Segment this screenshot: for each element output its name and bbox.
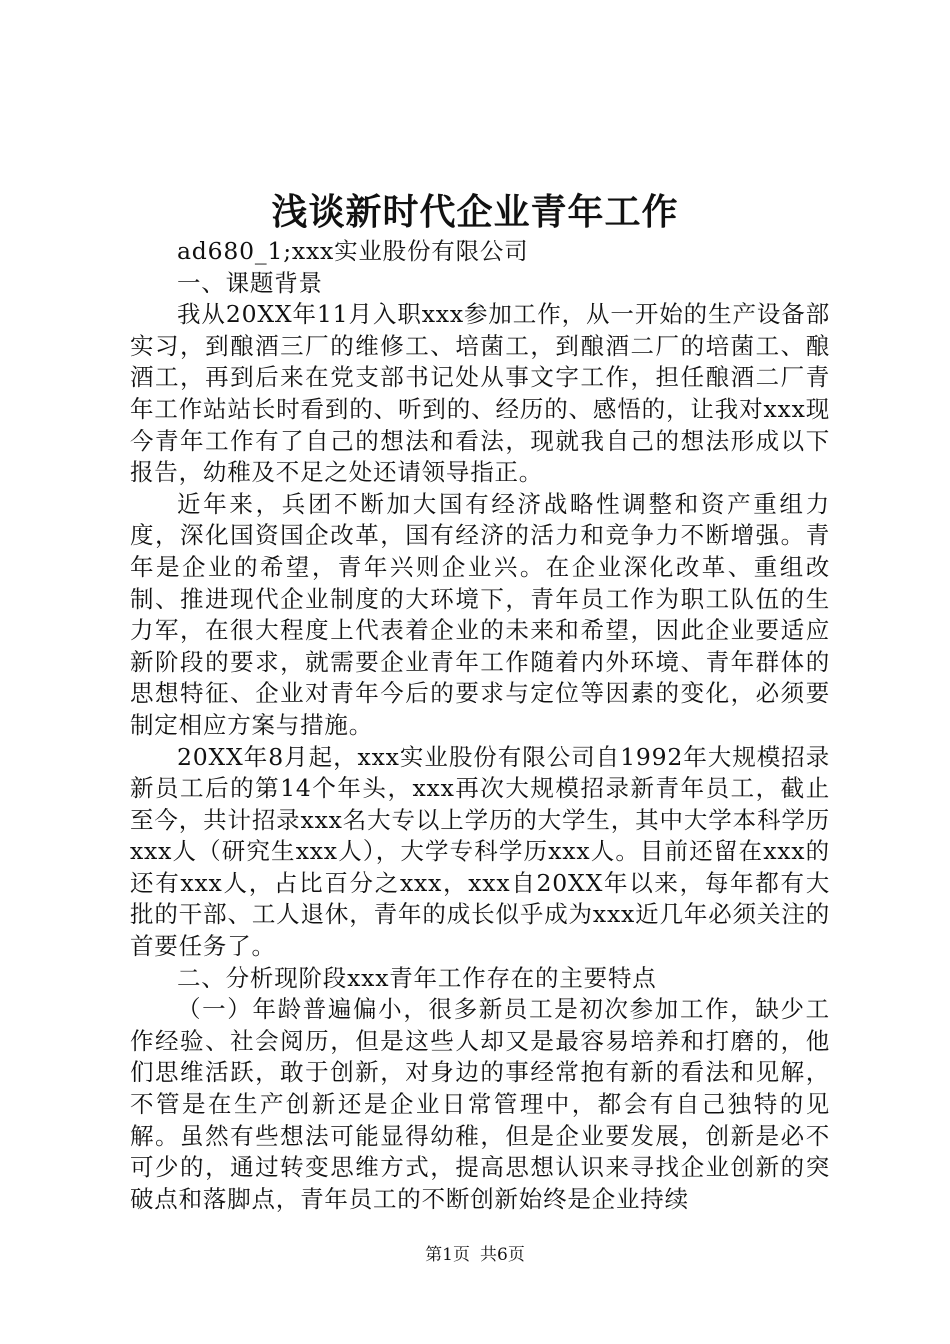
- section-heading-analysis: 二、分析现阶段xxx青年工作存在的主要特点: [177, 963, 657, 992]
- company-line: ad680_1;xxx实业股份有限公司: [177, 237, 529, 265]
- page-number: 第1页: [425, 1245, 470, 1265]
- document-body: [130, 236, 830, 1215]
- page-total: 共6页: [480, 1245, 525, 1265]
- section-heading-background: 一、课题背景: [177, 268, 323, 297]
- body-paragraph: 我从20XX年11月入职xxx参加工作，从一开始的生产设备部实习，到酿酒三厂的维修工、培菌工，到酿酒二厂的培菌工、酿酒工，再到后来在党支部书记处从事文字工作，担任酿酒二厂青年工作站站长时看到的、听到的、经历的、感悟的，让我对xxx现今青年工作有了自己的想法和看法，现就我自己的想法形成以下报告，幼稚及不足之处还请领导指正。: [130, 300, 830, 487]
- page-footer: [0, 1240, 950, 1265]
- body-paragraph: 20XX年8月起，xxx实业股份有限公司自1992年大规模招录新员工后的第14个年头，xxx再次大规模招录新青年员工，截止至今，共计招录xxx名大专以上学历的大学生，其中大学本科学历xxx人（研究生xxx人），大学专科学历xxx人。目前还留在xxx的还有xxx人，占比百分之xxx，xxx自20XX年以来，每年都有大批的干部、工人退休，青年的成长似乎成为xxx近几年必须关注的首要任务了。: [130, 742, 830, 961]
- document-title: 浅谈新时代企业青年工作: [271, 191, 679, 233]
- body-paragraph: 近年来，兵团不断加大国有经济战略性调整和资产重组力度，深化国资国企改革，国有经济的活力和竞争力不断增强。青年是企业的希望，青年兴则企业兴。在企业深化改革、重组改制、推进现代企业制度的大环境下，青年员工作为职工队伍的生力军，在很大程度上代表着企业的未来和希望，因此企业要适应新阶段的要求，就需要企业青年工作随着内外环境、青年群体的思想特征、企业对青年今后的要求与定位等因素的变化，必须要制定相应方案与措施。: [130, 489, 830, 739]
- body-paragraph: （一）年龄普遍偏小，很多新员工是初次参加工作，缺少工作经验、社会阅历，但是这些人却又是最容易培养和打磨的，他们思维活跃，敢于创新，对身边的事经常抱有新的看法和见解，不管是在生产创新还是企业日常管理中，都会有自己独特的见解。虽然有些想法可能显得幼稚，但是企业要发展，创新是必不可少的，通过转变思维方式，提高思想认识来寻找企业创新的突破点和落脚点，青年员工的不断创新始终是企业持续: [130, 995, 830, 1213]
